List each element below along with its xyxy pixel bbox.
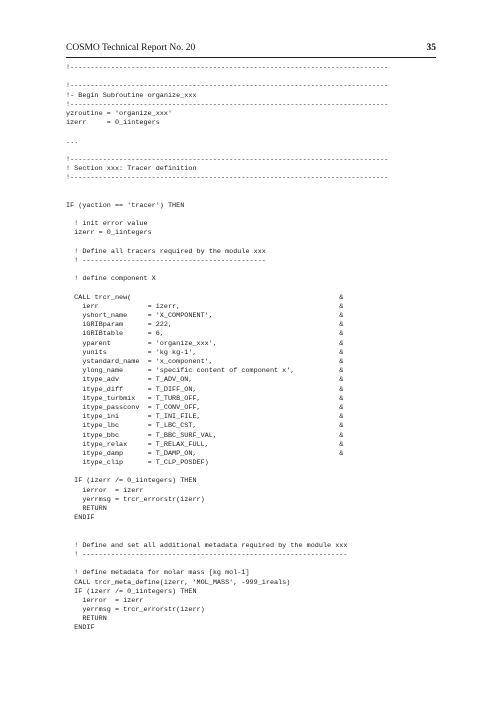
code-line: ! Section xxx: Tracer definition (66, 165, 197, 174)
code-line (66, 266, 436, 275)
code-line: ENDIF (66, 624, 95, 633)
code-line: itype_diff = T_DIFF_ON, & (66, 385, 344, 394)
code-line: ! Define all tracers required by the module xxx (66, 247, 266, 256)
code-line: itype_passconv = T_CONV_OFF, & (66, 403, 344, 412)
code-line: iGRIBtable = 6, & (66, 330, 344, 339)
code-line: yunits = 'kg kg-1', & (66, 348, 344, 357)
code-line: !- Begin Subroutine organize_xxx (66, 91, 197, 100)
code-line: !------------------------------------------------------------------------------ (66, 155, 389, 164)
code-line: itype_ini = T_INI_FILE, & (66, 413, 344, 422)
page-number: 35 (426, 43, 436, 53)
code-line: itype_adv = T_ADV_ON, & (66, 376, 344, 385)
code-line (66, 285, 436, 294)
code-line: IF (izerr /= 0_iintegers) THEN (66, 477, 197, 486)
code-line (66, 183, 436, 192)
code-line: ! Define and set all additional metadata required by the module xxx (66, 541, 348, 550)
code-line: itype_clip = T_CLP_POSDEF) (66, 459, 209, 468)
code-line: ylong_name = 'specific content of component x', & (66, 367, 344, 376)
code-line (66, 239, 436, 248)
code-line: CALL trcr_new( & (66, 293, 344, 302)
code-line: !------------------------------------------------------------------------------ (66, 100, 389, 109)
report-title: COSMO Technical Report No. 20 (66, 43, 196, 53)
code-line: yshort_name = 'X_COMPONENT', & (66, 312, 344, 321)
code-line: izerr = 0_iintegers (66, 119, 160, 128)
code-line: yparent = 'organize_xxx', & (66, 339, 344, 348)
header-rule (66, 57, 436, 58)
code-line (66, 193, 436, 202)
code-line (66, 147, 436, 156)
code-line: RETURN (66, 505, 107, 513)
code-line: IF (yaction == 'tracer') THEN (66, 201, 185, 210)
code-line: yerrmsg = trcr_errorstr(izerr) (66, 606, 205, 615)
code-line: CALL trcr_meta_define(izerr, 'MOL_MASS', -999_ireals) (66, 578, 291, 587)
code-line: ! --------------------------------------------- (66, 256, 266, 265)
code-listing (66, 64, 436, 634)
code-line: !------------------------------------------------------------------------------ (66, 82, 389, 91)
code-line: !------------------------------------------------------------------------------ (66, 174, 389, 183)
code-line: ! define component X (66, 275, 156, 284)
code-line: RETURN (66, 615, 107, 624)
code-line: !------------------------------------------------------------------------------ (66, 64, 389, 72)
code-line: ENDIF (66, 514, 95, 523)
code-line: itype_relax = T_RELAX_FULL, & (66, 440, 344, 449)
code-line: ystandard_name = 'x_component', & (66, 358, 344, 366)
code-line: izerr = 0_iintegers (66, 229, 152, 238)
code-line (66, 128, 436, 137)
code-line: itype_bbc = T_BBC_SURF_VAL, & (66, 431, 344, 440)
code-line: ierror = izerr (66, 486, 144, 495)
code-line: ! ----------------------------------------------------------------- (66, 550, 348, 559)
code-line: yzroutine = 'organize_xxx' (66, 109, 173, 118)
code-line: iGRIBparam = 222, & (66, 321, 344, 330)
code-line: ... (66, 137, 79, 146)
code-line: itype_damp = T_DAMP_ON, & (66, 449, 344, 458)
code-line: ! define metadata for molar mass [kg mol-1] (66, 569, 250, 578)
code-line (66, 211, 436, 220)
code-line (66, 560, 436, 569)
code-line (66, 73, 436, 82)
code-line (66, 523, 436, 532)
code-line: ! init error value (66, 220, 148, 229)
code-line: IF (izerr /= 0_iintegers) THEN (66, 587, 197, 596)
running-header (66, 43, 436, 57)
code-line (66, 468, 436, 477)
code-line: ierror = izerr (66, 596, 144, 605)
code-line: itype_lbc = T_LBC_CST, & (66, 422, 344, 431)
code-line: yerrmsg = trcr_errorstr(izerr) (66, 495, 205, 504)
code-line: ierr = izerr, & (66, 302, 344, 311)
code-line (66, 533, 436, 542)
code-line: itype_turbmix = T_TURB_OFF, & (66, 394, 344, 403)
